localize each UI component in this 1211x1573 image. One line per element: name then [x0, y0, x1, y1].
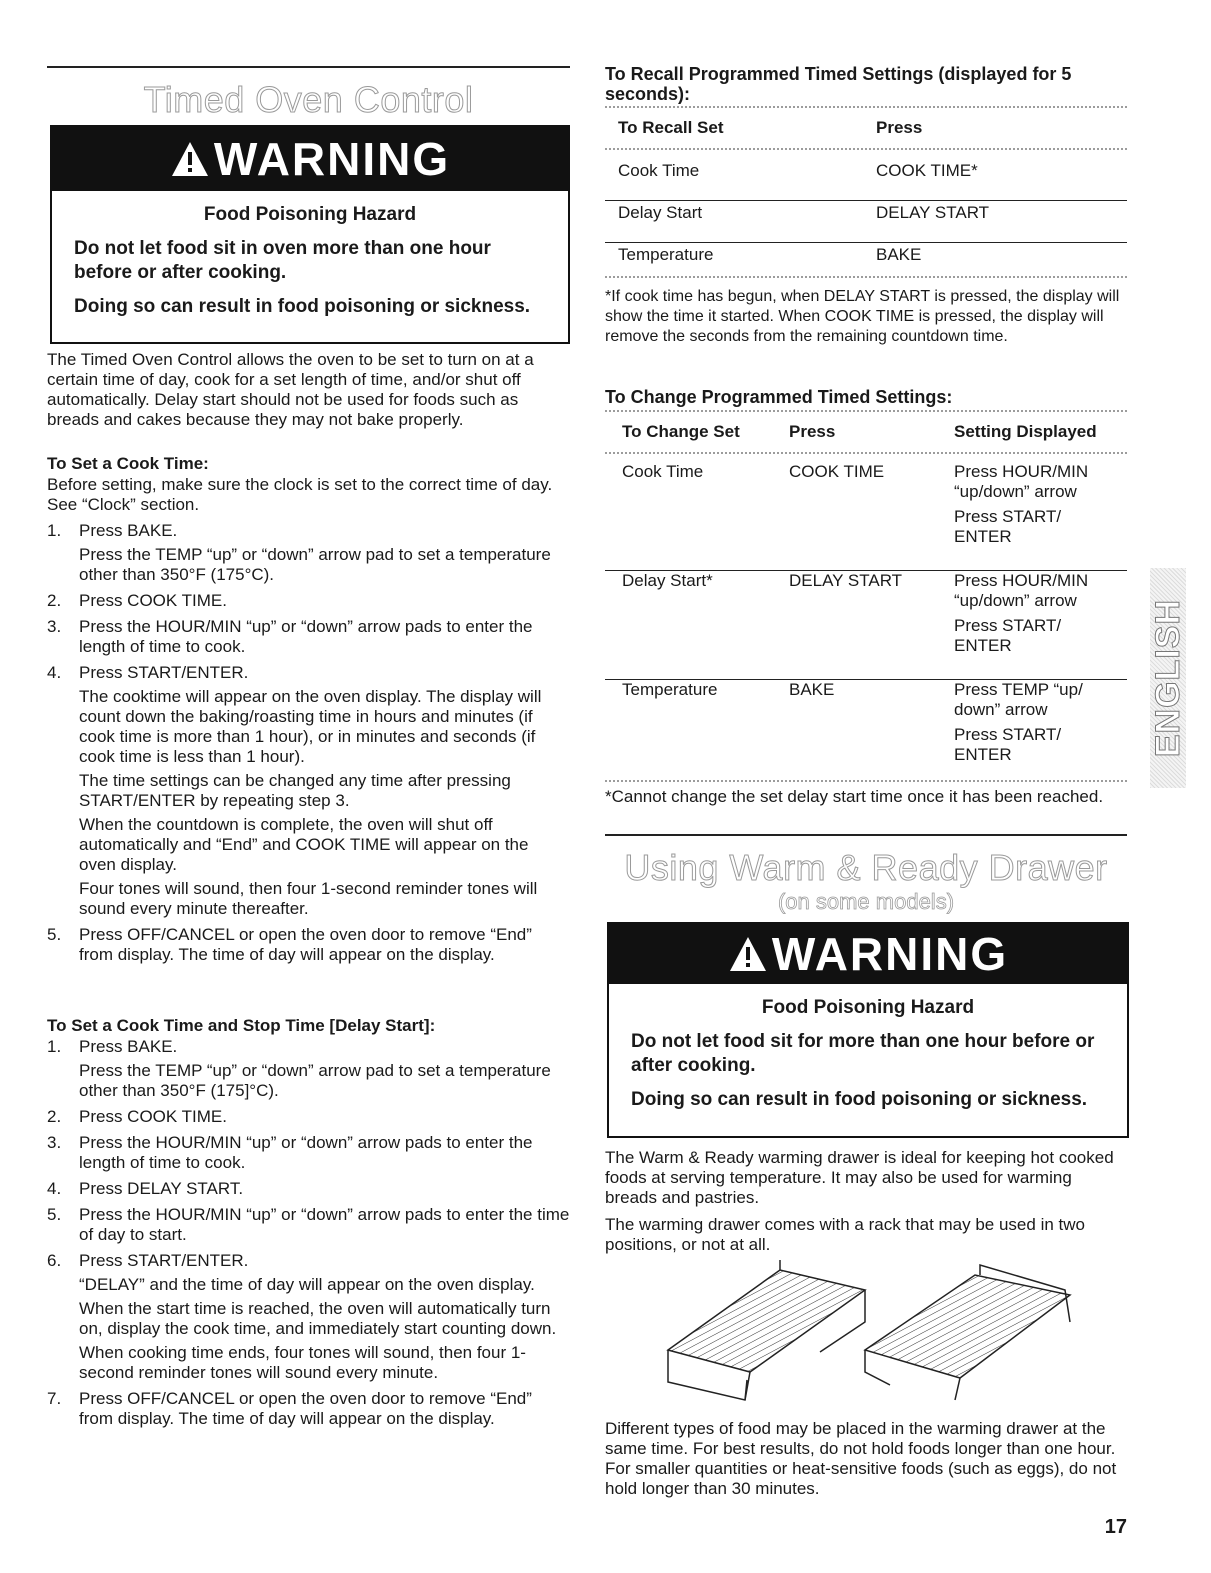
change-cell-press: BAKE — [789, 680, 835, 699]
change-display-line-1: Press TEMP “up/ down” arrow — [954, 680, 1083, 719]
delay-step-2 — [47, 1107, 570, 1127]
cook-step-1 — [47, 521, 570, 585]
step-detail: When cooking time ends, four tones will sound, then four 1-second reminder tones will sound every minute. — [79, 1343, 526, 1382]
delay-step-3 — [47, 1133, 570, 1173]
change-display-line-2: Press START/ ENTER — [954, 725, 1062, 764]
change-cell-set: Delay Start* — [622, 571, 713, 590]
drawer-paragraph-3: Different types of food may be placed in the warming drawer at the same time. For best results, do not hold foods longer than one hour. For smaller quantities or heat-sensitive foods (such as eggs), do not hold longer than 30 minutes. — [605, 1419, 1117, 1498]
step-number: 4. — [47, 1179, 62, 1198]
step-number: 5. — [47, 1205, 62, 1224]
warning-header-drawer — [609, 924, 1127, 984]
recall-top-divider — [605, 106, 1127, 108]
step-number: 6. — [47, 1251, 62, 1270]
change-col-press: Press — [789, 422, 836, 441]
change-row — [605, 571, 1127, 680]
step-number: 2. — [47, 1107, 62, 1126]
cook-step-3 — [47, 617, 570, 657]
recall-rows — [605, 159, 1127, 284]
step-detail: When the start time is reached, the oven will automatically turn on, display the cook time, and immediately start counting down. — [79, 1299, 557, 1338]
cook-step-5 — [47, 925, 570, 965]
recall-cell-set: Cook Time — [618, 161, 700, 180]
step-text: Press BAKE. — [79, 1037, 178, 1056]
cook-time-intro: Before setting, make sure the clock is set to the correct time of day. See “Clock” section. — [47, 475, 553, 514]
heading-change: To Change Programmed Timed Settings: — [605, 387, 953, 407]
step-detail: Four tones will sound, then four 1-second reminder tones will sound every minute thereafter. — [79, 879, 538, 918]
delay-step-5 — [47, 1205, 570, 1245]
step-text: Press START/ENTER. — [79, 663, 249, 682]
language-side-tab — [1150, 568, 1186, 788]
delay-start-steps — [47, 1037, 570, 1435]
intro-paragraph: The Timed Oven Control allows the oven to be set to turn on at a certain time of day, cook for a set length of time, and/or shut off automatically. Delay start should not be used for foods such as breads and cakes because they may not bake properly. — [47, 350, 534, 429]
step-text: Press DELAY START. — [79, 1179, 244, 1198]
delay-step-1 — [47, 1037, 570, 1101]
recall-col-press: Press — [876, 118, 923, 137]
step-number: 1. — [47, 1037, 62, 1056]
change-cell-display — [954, 571, 1104, 656]
delay-step-7 — [47, 1389, 570, 1429]
rack-positions-image — [650, 1260, 1090, 1410]
warning-line-1: Do not let food sit in oven more than one hour before or after cooking. — [74, 238, 491, 283]
step-text: Press START/ENTER. — [79, 1251, 249, 1270]
change-header-divider — [605, 452, 1127, 454]
change-cell-set: Cook Time — [622, 462, 704, 481]
warning-line-2: Doing so can result in food poisoning or sickness. — [74, 296, 531, 317]
step-text: Press the HOUR/MIN “up” or “down” arrow pads to enter the length of time to cook. — [79, 1133, 533, 1172]
change-col-set: To Change Set — [622, 422, 740, 441]
page-number: 17 — [1104, 1516, 1127, 1538]
recall-cell-press: BAKE — [876, 245, 922, 264]
recall-cell-press: DELAY START — [876, 203, 990, 222]
warning-triangle-icon — [728, 935, 768, 973]
recall-header-divider — [605, 148, 1127, 150]
step-number: 3. — [47, 617, 62, 636]
change-display-line-2: Press START/ ENTER — [954, 507, 1062, 546]
step-detail: Press the TEMP “up” or “down” arrow pad to set a temperature other than 350°F (175]°C). — [79, 1061, 551, 1100]
recall-col-set: To Recall Set — [618, 118, 724, 137]
cook-step-2 — [47, 591, 570, 611]
language-side-tab-label: ENGLISH — [1149, 598, 1187, 758]
change-col-display: Setting Displayed — [954, 422, 1097, 441]
step-text: Press OFF/CANCEL or open the oven door to remove “End” from display. The time of day will appear on the display. — [79, 925, 532, 964]
change-row — [605, 680, 1127, 788]
section-title-timed-oven: Timed Oven Control — [143, 79, 474, 120]
recall-row — [605, 201, 1127, 243]
change-cell-press: COOK TIME — [789, 462, 885, 481]
step-text: Press BAKE. — [79, 521, 178, 540]
warning-title-drawer: WARNING — [771, 928, 1009, 980]
step-text: Press the HOUR/MIN “up” or “down” arrow pads to enter the time of day to start. — [79, 1205, 570, 1244]
heading-recall: To Recall Programmed Timed Settings (displayed for 5 seconds): — [605, 64, 1072, 104]
change-note: *Cannot change the set delay start time once it has been reached. — [605, 787, 1104, 806]
cook-time-steps — [47, 521, 570, 971]
change-cell-set: Temperature — [622, 680, 718, 699]
step-number: 1. — [47, 521, 62, 540]
recall-bottom-divider — [605, 276, 1127, 278]
change-row — [605, 462, 1127, 571]
change-bottom-divider — [605, 780, 1127, 782]
change-display-line-1: Press HOUR/MIN “up/down” arrow — [954, 571, 1089, 610]
step-number: 7. — [47, 1389, 62, 1408]
rack-illustration — [650, 1260, 1090, 1410]
step-detail: “DELAY” and the time of day will appear on the oven display. — [79, 1275, 535, 1294]
change-cell-display — [954, 680, 1104, 765]
step-detail: The time settings can be changed any time after pressing START/ENTER by repeating step 3. — [79, 771, 511, 810]
warning-title: WARNING — [213, 133, 451, 185]
top-rule-left — [47, 66, 570, 68]
step-number: 5. — [47, 925, 62, 944]
heading-cook-time: To Set a Cook Time: — [47, 454, 209, 473]
step-number: 4. — [47, 663, 62, 682]
warning-line-2-drawer: Doing so can result in food poisoning or sickness. — [631, 1089, 1088, 1110]
step-detail: The cooktime will appear on the oven display. The display will count down the baking/roasting time in hours and minutes (if cook time is more than 1 hour), or in minutes and seconds (if cook time is less than 1 hour). — [79, 687, 542, 766]
recall-cell-set: Delay Start — [618, 203, 703, 222]
change-cell-press: DELAY START — [789, 571, 903, 590]
warning-triangle-icon — [170, 140, 210, 178]
section-title-warm-ready: Using Warm & Ready Drawer — [624, 847, 1108, 888]
recall-note: *If cook time has begun, when DELAY START is pressed, the display will show the time it started. When COOK TIME is pressed, the display will remove the seconds from the remaining countdown time. — [605, 288, 1120, 345]
delay-step-6 — [47, 1251, 570, 1383]
step-text: Press COOK TIME. — [79, 1107, 227, 1126]
change-cell-display — [954, 462, 1104, 547]
recall-row — [605, 159, 1127, 201]
recall-cell-set: Temperature — [618, 245, 714, 264]
heading-delay-start: To Set a Cook Time and Stop Time [Delay Start]: — [47, 1016, 436, 1035]
section-subtitle-models: (on some models) — [777, 889, 955, 914]
warning-hazard-drawer: Food Poisoning Hazard — [761, 997, 975, 1018]
drawer-paragraph-1: The Warm & Ready warming drawer is ideal for keeping hot cooked foods at serving temperature. It may also be used for warming breads and pastries. — [605, 1148, 1114, 1207]
change-top-divider — [605, 410, 1127, 412]
step-number: 3. — [47, 1133, 62, 1152]
step-text: Press OFF/CANCEL or open the oven door to remove “End” from display. The time of day will appear on the display. — [79, 1389, 532, 1428]
warning-line-1-drawer: Do not let food sit for more than one hour before or after cooking. — [631, 1031, 1095, 1076]
warning-hazard: Food Poisoning Hazard — [203, 204, 417, 225]
step-detail: Press the TEMP “up” or “down” arrow pad to set a temperature other than 350°F (175°C). — [79, 545, 551, 584]
change-rows — [605, 462, 1127, 788]
warning-header — [52, 127, 568, 191]
section-rule-right — [605, 834, 1127, 836]
drawer-paragraph-2: The warming drawer comes with a rack that may be used in two positions, or not at all. — [605, 1215, 1085, 1254]
step-text: Press COOK TIME. — [79, 591, 227, 610]
step-detail: When the countdown is complete, the oven will shut off automatically and “End” and COOK TIME will appear on the oven display. — [79, 815, 529, 874]
warning-box-drawer — [607, 922, 1129, 1138]
change-display-line-1: Press HOUR/MIN “up/down” arrow — [954, 462, 1089, 501]
recall-cell-press: COOK TIME* — [876, 161, 978, 180]
step-text: Press the HOUR/MIN “up” or “down” arrow pads to enter the length of time to cook. — [79, 617, 533, 656]
change-display-line-2: Press START/ ENTER — [954, 616, 1062, 655]
delay-step-4 — [47, 1179, 570, 1199]
step-number: 2. — [47, 591, 62, 610]
warning-box-oven — [50, 125, 570, 344]
cook-step-4 — [47, 663, 570, 919]
